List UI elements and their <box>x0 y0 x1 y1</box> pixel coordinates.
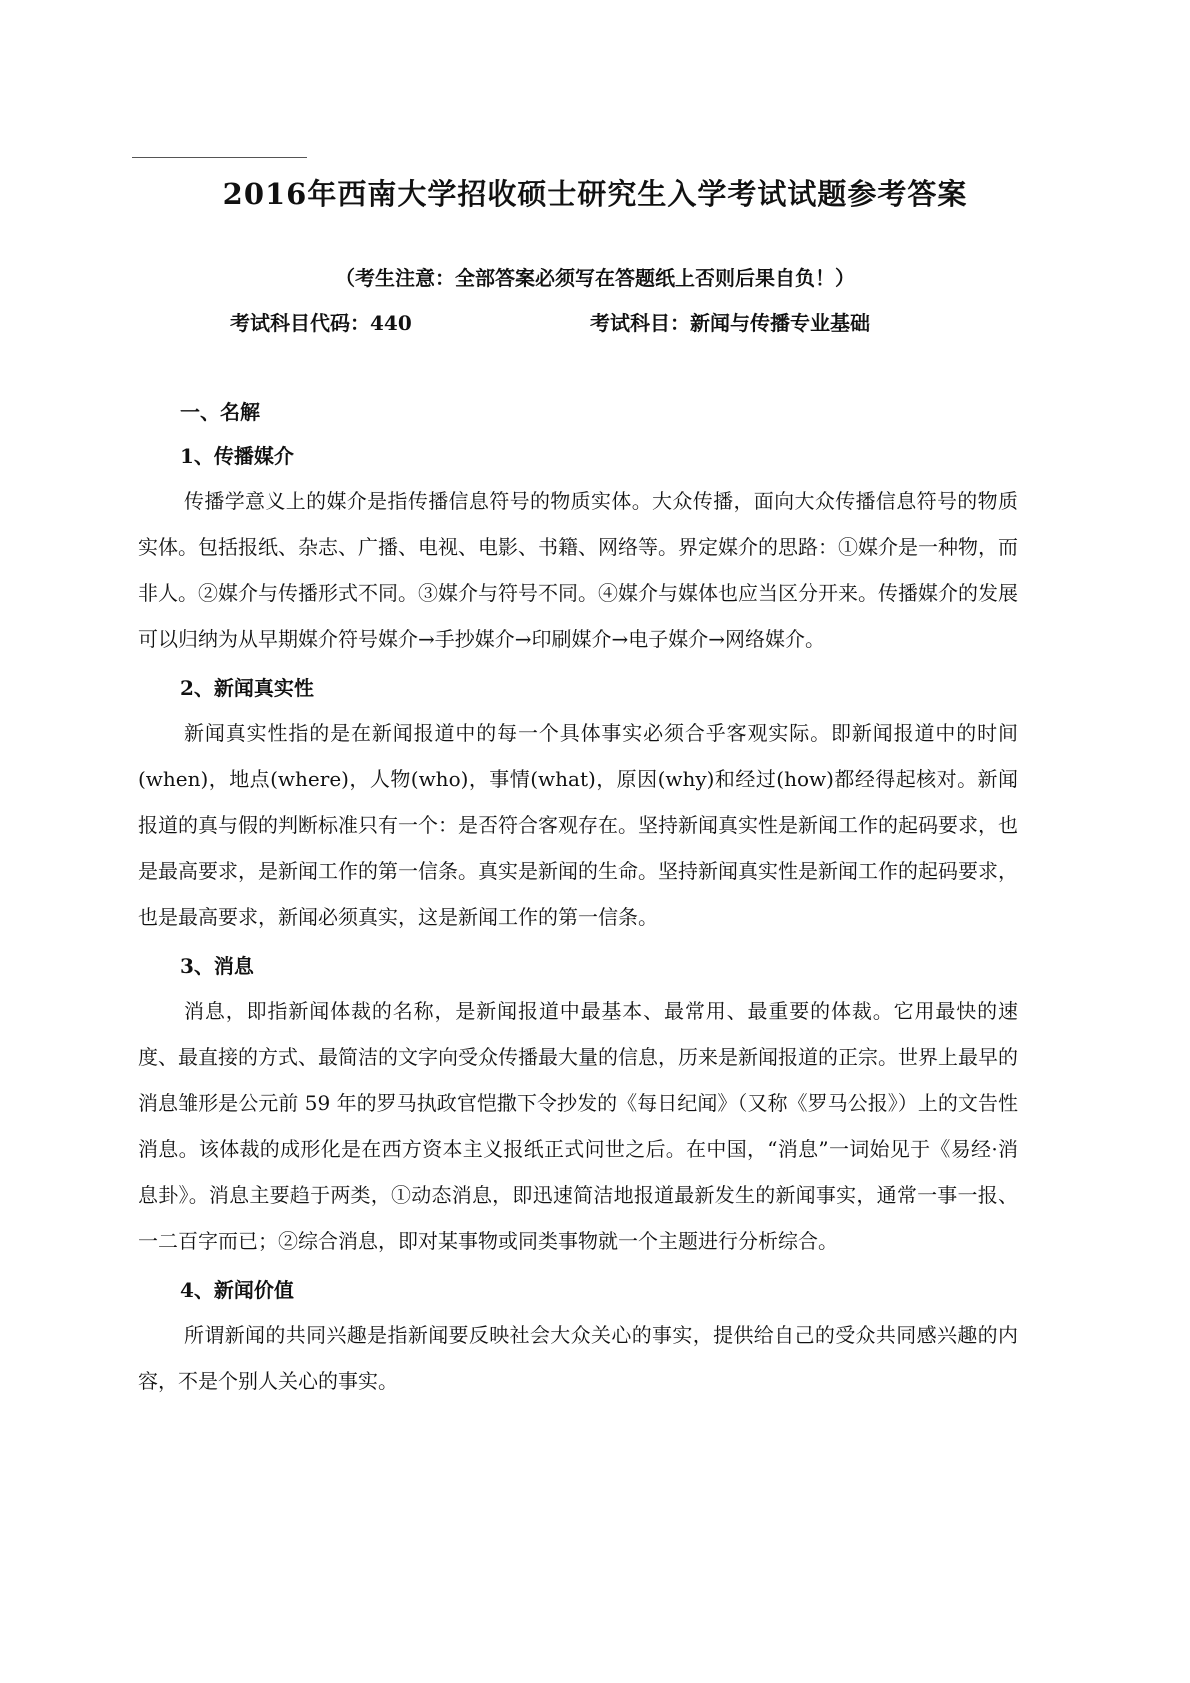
subject-name: 考试科目：新闻与传播专业基础 <box>590 311 870 335</box>
subject-code: 考试科目代码：440 <box>230 311 412 335</box>
item-body-truthfulness: 新闻真实性指的是在新闻报道中的每一个具体事实必须合乎客观实际。即新闻报道中的时间(when)，地点(where)，人物(who)，事情(what)，原因(why)和经过(how)都经得起核对。新闻报道的真与假的判断标准只有一个：是否符合客观存在。坚持新闻真实性是新闻工作的起码要求，也是最高要求，是新闻工作的第一信条。真实是新闻的生命。坚持新闻真实性是新闻工作的起码要求，也是最高要求，新闻必须真实，这是新闻工作的第一信条。 <box>138 721 1018 929</box>
item-heading-news-value: 4、新闻价值 <box>180 1278 294 1302</box>
header-rule <box>132 157 307 158</box>
item-heading-news-report: 3、消息 <box>180 954 254 978</box>
answer-content <box>138 390 1018 1408</box>
item-heading-media: 1、传播媒介 <box>180 444 294 468</box>
item-body-news-value: 所谓新闻的共同兴趣是指新闻要反映社会大众关心的事实，提供给自己的受众共同感兴趣的内容，不是个别人关心的事实。 <box>138 1323 1018 1393</box>
item-body-news-report: 消息，即指新闻体裁的名称，是新闻报道中最基本、最常用、最重要的体裁。它用最快的速度、最直接的方式、最简洁的文字向受众传播最大量的信息，历来是新闻报道的正宗。世界上最早的消息雏形是公元前 59 年的罗马执政官恺撒下令抄发的《每日纪闻》（又称《罗马公报》）上的文告性消息。该体裁的成形化是在西方资本主义报纸正式问世之后。在中国，“消息”一词始见于《易经·消息卦》。消息主要趋于两类，①动态消息，即迅速简洁地报道最新发生的新闻事实，通常一事一报、一二百字而已；②综合消息，即对某事物或同类事物就一个主题进行分析综合。 <box>138 999 1018 1253</box>
candidate-notice: （考生注意：全部答案必须写在答题纸上否则后果自负！） <box>335 266 855 290</box>
item-heading-truthfulness: 2、新闻真实性 <box>180 676 314 700</box>
document-title: 2016年西南大学招收硕士研究生入学考试试题参考答案 <box>222 177 968 211</box>
item-body-media: 传播学意义上的媒介是指传播信息符号的物质实体。大众传播，面向大众传播信息符号的物质实体。包括报纸、杂志、广播、电视、电影、书籍、网络等。界定媒介的思路：①媒介是一种物，而非人。②媒介与传播形式不同。③媒介与符号不同。④媒介与媒体也应当区分开来。传播媒介的发展可以归纳为从早期媒介符号媒介→手抄媒介→印刷媒介→电子媒介→网络媒介。 <box>138 489 1018 651</box>
section-heading: 一、名解 <box>180 400 260 424</box>
